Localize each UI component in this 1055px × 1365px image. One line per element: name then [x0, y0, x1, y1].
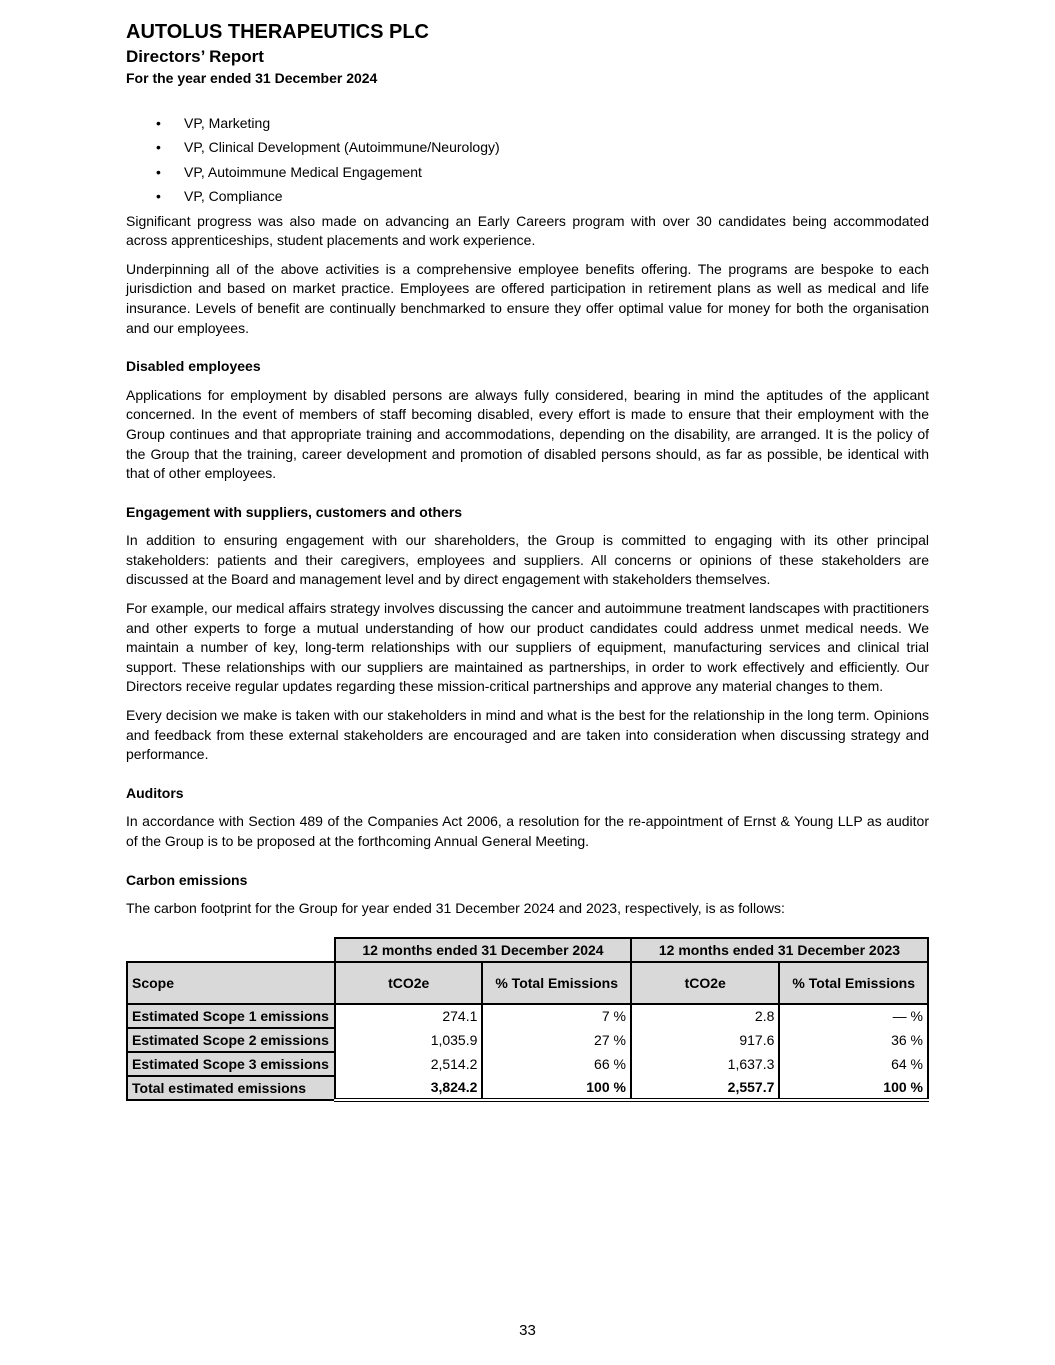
row-label: Estimated Scope 1 emissions — [127, 1004, 335, 1028]
vp-roles-list — [126, 114, 929, 207]
list-item: • VP, Compliance — [126, 187, 929, 207]
row-label: Estimated Scope 3 emissions — [127, 1052, 335, 1076]
tco2e-2023-value: 2.8 — [631, 1004, 779, 1028]
tco2e-2023-value: 2,557.7 — [631, 1076, 779, 1100]
pct-2023-value: — % — [779, 1004, 928, 1028]
table-row — [127, 1028, 928, 1052]
list-item: • VP, Autoimmune Medical Engagement — [126, 163, 929, 183]
list-item: • VP, Marketing — [126, 114, 929, 134]
pct-2024-value: 27 % — [482, 1028, 631, 1052]
pct-2023-value: 100 % — [779, 1076, 928, 1100]
tco2e-2024-value: 3,824.2 — [335, 1076, 482, 1100]
carbon-intro-paragraph: The carbon footprint for the Group for year ended 31 December 2024 and 2023, respectively, is as follows: — [126, 900, 785, 917]
page-number: 33 — [519, 1322, 536, 1339]
disabled-employees-heading: Disabled employees — [126, 358, 261, 375]
table-row — [127, 1004, 928, 1028]
pct-2024-value: 66 % — [482, 1052, 631, 1076]
row-label: Total estimated emissions — [127, 1076, 335, 1100]
table-column-header-row — [127, 962, 928, 1004]
tco2e-2024-header: tCO2e — [335, 962, 482, 1004]
row-label: Estimated Scope 2 emissions — [127, 1028, 335, 1052]
pct-2023-value: 64 % — [779, 1052, 928, 1076]
tco2e-2023-value: 917.6 — [631, 1028, 779, 1052]
tco2e-2024-value: 274.1 — [335, 1004, 482, 1028]
scope-column-header: Scope — [127, 962, 335, 1004]
engagement-paragraph-3: Every decision we make is taken with our stakeholders in mind and what is the best for the relationship in the long term. Opinions and feedback from these external stakeholders are encouraged and are taken into consideration when discussing strategy and performance. — [126, 707, 929, 763]
period-2024-header: 12 months ended 31 December 2024 — [335, 938, 631, 962]
pct-2024-header: % Total Emissions — [482, 962, 631, 1004]
auditors-heading: Auditors — [126, 784, 184, 801]
table-period-header-row — [127, 938, 928, 962]
report-period: For the year ended 31 December 2024 — [126, 70, 378, 86]
list-item: • VP, Clinical Development (Autoimmune/Neurology) — [126, 138, 929, 158]
pct-2023-value: 36 % — [779, 1028, 928, 1052]
auditors-paragraph: In accordance with Section 489 of the Companies Act 2006, a resolution for the re-appointment of Ernst & Young LLP as auditor of the Group is to be proposed at the forthcoming Annual General Meeting. — [126, 813, 929, 849]
document-body — [126, 114, 929, 1102]
engagement-heading: Engagement with suppliers, customers and others — [126, 503, 463, 520]
disabled-employees-paragraph: Applications for employment by disabled persons are always fully considered, bearing in mind the aptitudes of the applicant concerned. In the event of members of staff becoming disabled, every effort is made to ensure that their employment with the Group continues and that appropriate training and accommodations, depending on the disability, are arranged. It is the policy of the Group that the training, career development and promotion of disabled persons should, as far as possible, be identical with that of other employees. — [126, 386, 929, 482]
period-2023-header: 12 months ended 31 December 2023 — [631, 938, 928, 962]
table-row — [127, 1052, 928, 1076]
tco2e-2024-value: 1,035.9 — [335, 1028, 482, 1052]
tco2e-2024-value: 2,514.2 — [335, 1052, 482, 1076]
engagement-paragraph-1: In addition to ensuring engagement with our shareholders, the Group is committed to engaging with its other principal stakeholders: patients and their caregivers, employees and suppliers. All concerns or opinions of these stakeholders are discussed at the Board and management level and by direct engagement with stakeholders themselves. — [126, 532, 929, 588]
table-total-row — [127, 1076, 928, 1100]
early-careers-paragraph: Significant progress was also made on advancing an Early Careers program with over 30 candidates being accommodated across apprenticeships, student placements and work experience. — [126, 212, 929, 249]
company-name: AUTOLUS THERAPEUTICS PLC — [126, 21, 429, 43]
carbon-emissions-table — [126, 937, 929, 1102]
pct-2024-value: 100 % — [482, 1076, 631, 1100]
pct-2024-value: 7 % — [482, 1004, 631, 1028]
benefits-paragraph: Underpinning all of the above activities is a comprehensive employee benefits offering. The programs are bespoke to each jurisdiction and based on market practice. Employees are offered participation in retirement plans as well as medical and life insurance. Levels of benefit are continually benchmarked to ensure they offer optimal value for money for both the organisation and our employees. — [126, 260, 929, 336]
tco2e-2023-header: tCO2e — [631, 962, 779, 1004]
report-title: Directors’ Report — [126, 47, 264, 66]
carbon-emissions-heading: Carbon emissions — [126, 871, 248, 888]
page-header — [126, 20, 429, 87]
engagement-paragraph-2: For example, our medical affairs strategy involves discussing the cancer and autoimmune treatment landscapes with practitioners and other experts to forge a mutual understanding of how our product candidates could address unmet medical needs. We maintain a number of key, long-term relationships with our suppliers of equipment, manufacturing services and clinical trial support. These relationships with our suppliers are maintained as partnerships, in order to work effectively and efficiently. Our Directors receive regular updates regarding these mission-critical partnerships and approve any material changes to them. — [126, 600, 929, 695]
pct-2023-header: % Total Emissions — [779, 962, 928, 1004]
tco2e-2023-value: 1,637.3 — [631, 1052, 779, 1076]
